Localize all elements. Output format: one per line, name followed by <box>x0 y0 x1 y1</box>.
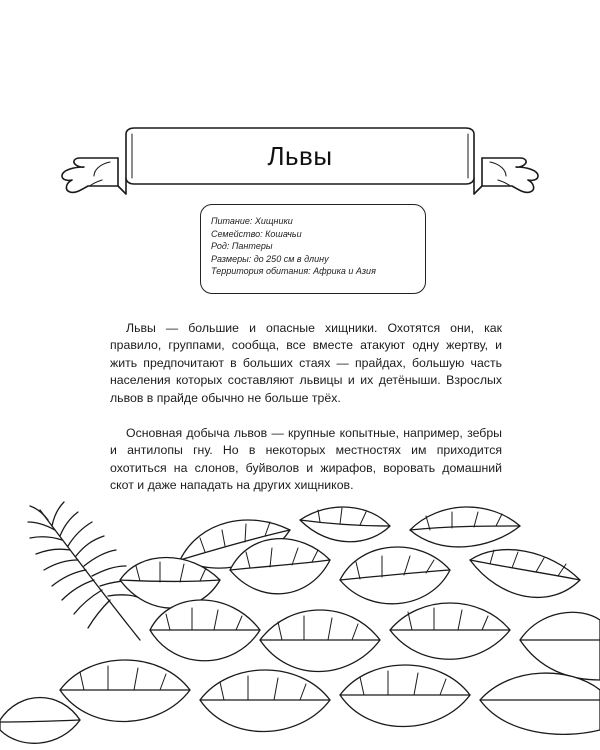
info-size: Размеры: до 250 см в длину <box>211 253 329 264</box>
body-text <box>110 320 502 513</box>
species-info-box <box>200 204 426 294</box>
paragraph: Основная добыча львов — крупные копытные, например, зебры и антилопы гну. Но в некоторых местностях им приходится охотиться на слонов, буйволов и жирафов, воровать домашний скот и даже нападать на других хищников. <box>110 426 502 493</box>
page-title: Львы <box>267 140 333 171</box>
info-diet: Питание: Хищники <box>211 216 293 226</box>
palm-frond-icon <box>28 502 140 640</box>
paragraph: Львы — большие и опасные хищники. Охотятся они, как правило, группами, сообща, все вместе атакуют одну жертву, и жить предпочитают в больших стаях — прайдах, большую часть населения которых составляют львицы и их детёныши. Взрослых львов в прайде обычно не больше трёх. <box>110 321 502 405</box>
foliage-illustration <box>0 490 600 750</box>
info-family: Семейство: Кошачьи <box>211 228 302 239</box>
info-habitat: Территория обитания: Африка и Азия <box>211 266 376 277</box>
info-genus: Род: Пантеры <box>211 241 273 252</box>
